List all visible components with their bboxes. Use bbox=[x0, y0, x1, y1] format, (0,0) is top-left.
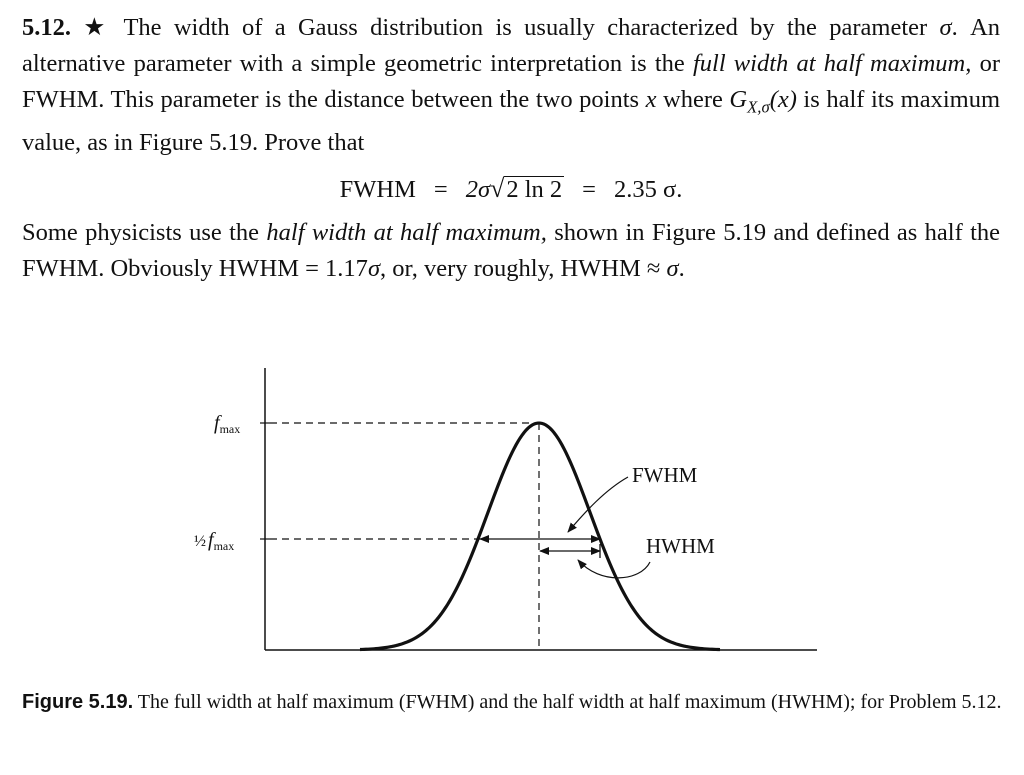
equation-coefficient: 2σ bbox=[465, 176, 491, 204]
p1-text-1: The width of a Gauss distribution is usually characterized by the parameter bbox=[123, 14, 940, 41]
caption-label: Figure 5.19. bbox=[22, 691, 134, 713]
gauss-function-symbol: G bbox=[729, 86, 748, 113]
square-root bbox=[490, 167, 564, 212]
p2-text-3: , or, very roughly, HWHM ≈ bbox=[380, 255, 667, 283]
p2-text-2: shown in Figure 5.19 and defined as half the FWHM. Obviously HWHM = 1.17 bbox=[22, 219, 1001, 283]
fmax-label: $f_{max}$ bbox=[214, 412, 241, 436]
variable-x: x bbox=[645, 86, 657, 113]
fwhm-equation bbox=[22, 167, 1000, 211]
sigma-symbol: σ bbox=[939, 14, 952, 41]
gauss-function-argument: (x) bbox=[769, 86, 797, 113]
fwhm-label: FWHM bbox=[632, 463, 698, 487]
p1-text-2: . An alternative parameter with a simple geometric interpretation is the bbox=[22, 14, 1001, 77]
p1-text-5: is half its maximum value, as in Figure 5.19. Prove that bbox=[22, 86, 1001, 157]
equation-equals-2: = bbox=[582, 176, 596, 204]
figure-caption bbox=[22, 688, 1002, 717]
p1-text-4: where bbox=[656, 86, 730, 113]
problem-paragraph-1 bbox=[22, 10, 1000, 161]
hwhm-label: HWHM bbox=[646, 534, 715, 558]
page-content bbox=[22, 10, 1000, 287]
equation-equals-1: = bbox=[433, 176, 448, 204]
equation-lhs: FWHM bbox=[339, 176, 416, 204]
half-fmax-label: ½ $f_{max}$ bbox=[194, 529, 235, 553]
sigma-symbol-2: σ bbox=[367, 255, 381, 283]
fwhm-leader-line bbox=[568, 477, 628, 532]
caption-text: The full width at half maximum (FWHM) and the half width at half maximum (HWHM); for Problem 5.12. bbox=[133, 691, 1002, 713]
emphasis-half-width: half width at half maximum, bbox=[266, 219, 547, 247]
p2-text-4: . bbox=[678, 255, 685, 283]
p2-text-1: Some physicists use the bbox=[22, 219, 267, 247]
radical-sign-icon: √ bbox=[490, 174, 505, 204]
p1-text-3: or FWHM. This parameter is the distance between the two points bbox=[22, 50, 1000, 113]
sigma-symbol-3: σ bbox=[666, 255, 679, 283]
gaussian-figure-svg bbox=[180, 360, 820, 660]
emphasis-full-width: full width at half maximum, bbox=[692, 50, 972, 77]
equation-rhs: 2.35 σ. bbox=[613, 176, 683, 204]
gauss-function-subscript: X,σ bbox=[747, 97, 770, 117]
problem-number: 5.12. bbox=[22, 14, 71, 41]
figure-5-19 bbox=[180, 360, 820, 660]
equation-radicand: 2 ln 2 bbox=[506, 176, 563, 204]
star-icon: ★ bbox=[83, 14, 112, 41]
problem-paragraph-2 bbox=[22, 215, 1000, 287]
